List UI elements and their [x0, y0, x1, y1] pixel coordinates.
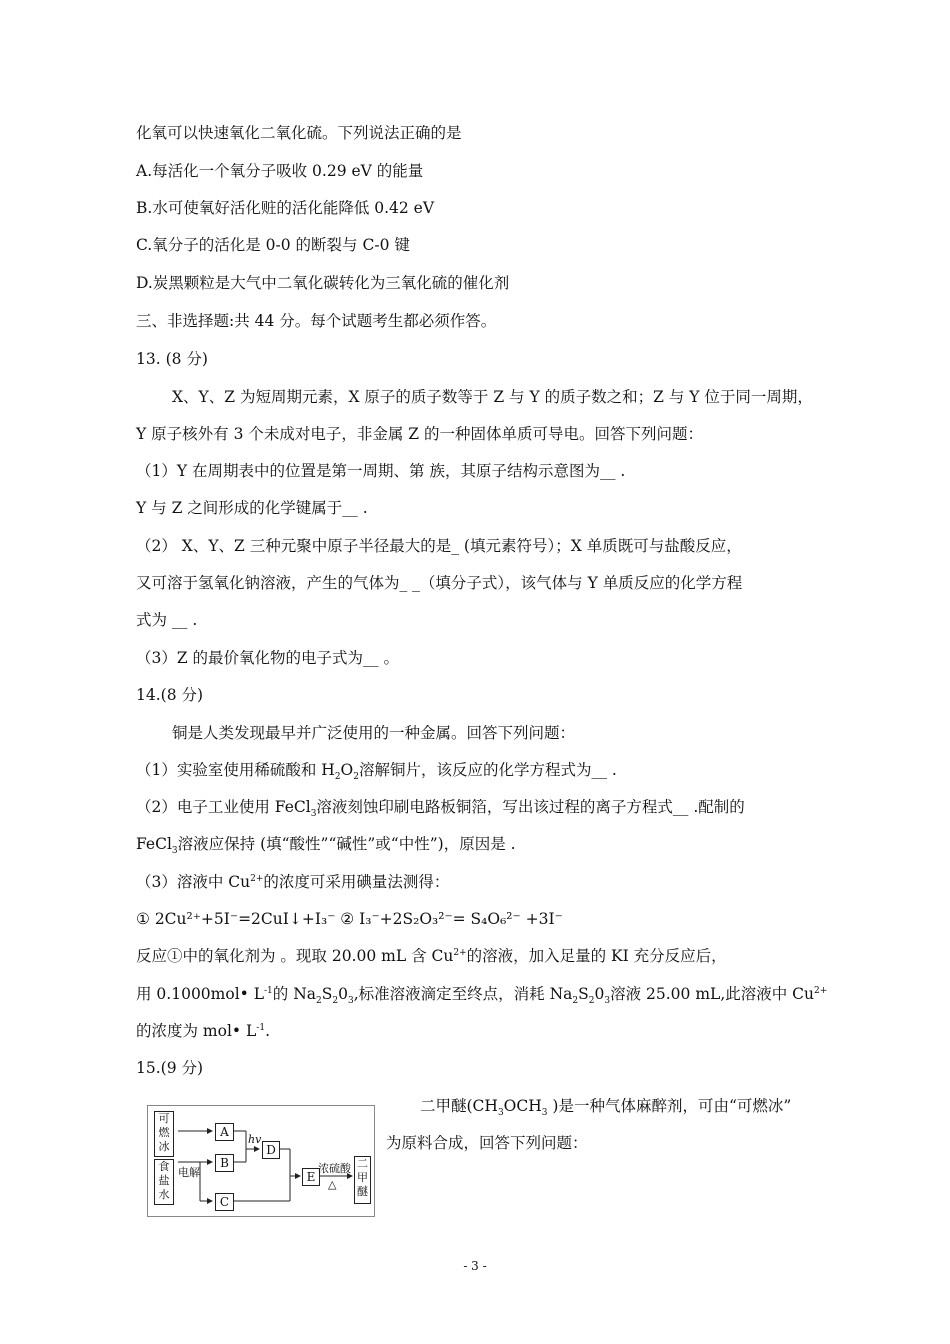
text-line: X、Y、Z 为短周期元素，X 原子的质子数等于 Z 与 Y 的质子数之和；Z 与 Y 位于同一周期， — [172, 388, 813, 406]
text-line: Y 原子核外有 3 个未成对电子，非金属 Z 的一种固体单质可导电。回答下列问题： — [136, 425, 704, 443]
node-a: A — [215, 1123, 234, 1141]
text-line: 反应①中的氧化剂为 。现取 20.00 mL 含 $Cu^{2+}$的溶液，加入足量的 KI 充分反应后， — [136, 947, 727, 965]
electrolysis-label: 电解 — [178, 1166, 200, 1179]
question-15-heading: 15.(9 分) — [136, 1059, 204, 1077]
text-line: 用 0.1000mol• $L^{-1}$的 $Na_2S_20_3$,标准溶液滴定至终点，消耗 $Na_2S_20_3$溶液 25.00 mL,此溶液中 $Cu^{2+}$ — [136, 985, 828, 1007]
text-line: （2）电子工业使用 FeCl$_3$溶液刻蚀印刷电路板铜箔，写出该过程的离子方程式__ .配制的 — [136, 798, 745, 820]
source-box-flammable-ice: 可燃冰 — [154, 1111, 174, 1157]
text-line: FeCl$_3$溶液应保持 (填“酸性”“碱性”或“中性”)，原因是 . — [136, 835, 516, 857]
text-line: 二甲醚($CH_3OCH_3$ )是一种气体麻醉剂，可由“可燃冰” — [420, 1097, 792, 1119]
synthesis-flow-diagram — [147, 1105, 375, 1217]
text-line: （3）溶液中 $Cu^{2+}$的浓度可采用碘量法测得： — [136, 873, 450, 891]
equations: ① 2Cu²⁺+5I⁻=2CuI↓+I₃⁻ ② I₃⁻+2S₂O₃²⁻= S₄O₆²⁻ +3I⁻ — [136, 910, 563, 928]
heat-symbol: △ — [328, 1178, 337, 1191]
text-line: Y 与 Z 之间形成的化学键属于__ . — [136, 499, 368, 517]
text-line: 为原料合成，回答下列问题： — [386, 1134, 588, 1152]
acid-label: 浓硫酸 — [318, 1162, 351, 1175]
question-14-heading: 14.(8 分) — [136, 686, 204, 704]
text-line: 化氧可以快速氧化二氧化硫。下列说法正确的是 — [136, 124, 462, 142]
option-b: B.水可使氧好活化赃的活化能降低 0.42 eV — [136, 199, 435, 217]
text-line: （1）Y 在周期表中的位置是第一周期、第 族，其原子结构示意图为__ . — [136, 462, 626, 480]
section-heading: 三、非选择题:共 44 分。每个试题考生都必须作答。 — [136, 312, 497, 330]
question-13-heading: 13. (8 分) — [136, 350, 208, 368]
text-line: （3）Z 的最价氧化物的电子式为__ 。 — [136, 649, 399, 667]
page-number: - 3 - — [463, 1259, 487, 1273]
text-line: （1）实验室使用稀硫酸和 $H_2O_2$溶解铜片，该反应的化学方程式为__ . — [136, 761, 617, 783]
light-label: hv — [248, 1133, 262, 1146]
node-e: E — [302, 1168, 320, 1186]
option-c: C.氧分子的活化是 0-0 的断裂与 C-0 键 — [136, 236, 410, 254]
text-line: 铜是人类发现最早并广泛使用的一种金属。回答下列问题： — [172, 724, 576, 742]
text-line: （2） X、Y、Z 三种元聚中原子半径最大的是_ (填元素符号）；X 单质既可与盐酸反应， — [136, 537, 742, 555]
option-a: A.每活化一个氧分子吸收 0.29 eV 的能量 — [136, 162, 424, 180]
text-line: 式为 __ . — [136, 611, 198, 629]
text-line: 的浓度为 mol• $L^{-1}$. — [136, 1022, 270, 1040]
node-d: D — [262, 1141, 280, 1159]
option-d: D.炭黑颗粒是大气中二氧化碳转化为三氧化硫的催化剂 — [136, 274, 510, 292]
product-box-dimethyl-ether: 二甲醚 — [354, 1156, 371, 1204]
text-line: 又可溶于氢氧化钠溶液，产生的气体为_ _（填分子式），该气体与 Y 单质反应的化学方程 — [136, 574, 743, 592]
node-c: C — [215, 1193, 234, 1211]
node-b: B — [215, 1154, 234, 1172]
source-box-brine: 食盐水 — [154, 1159, 174, 1205]
